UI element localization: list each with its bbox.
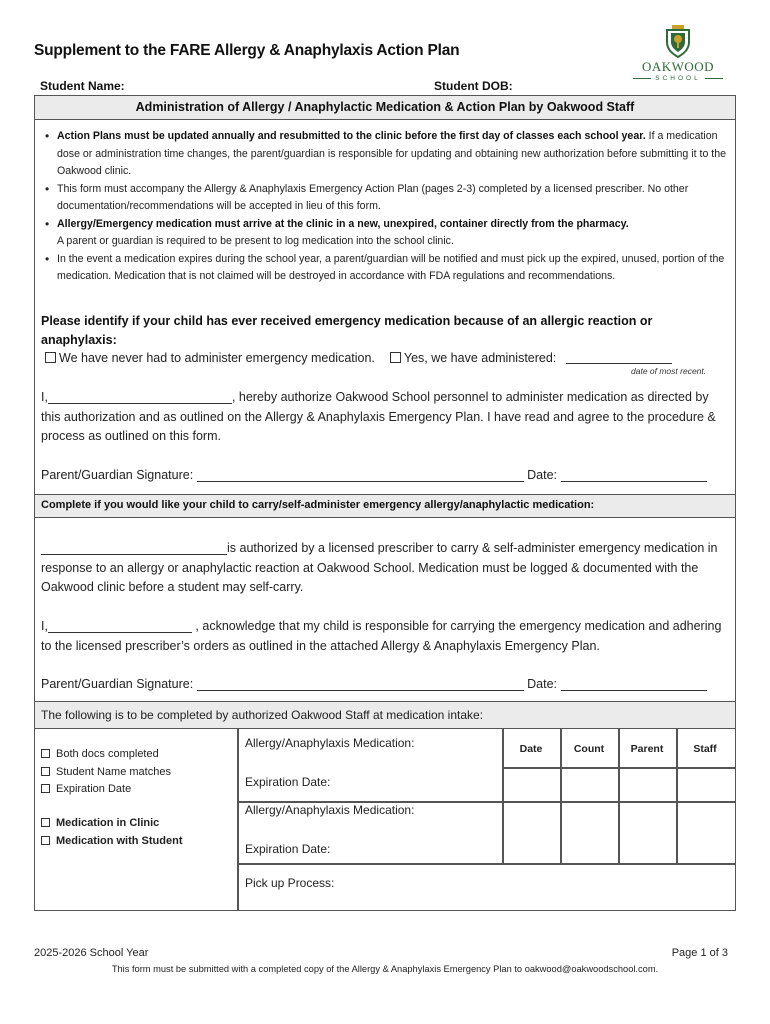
document-checklist (41, 746, 171, 799)
checklist-item[interactable]: Medication in Clinic (41, 815, 183, 833)
emergency-options (45, 351, 672, 365)
ack-parent-name-field[interactable] (48, 619, 192, 633)
checkbox-icon[interactable] (41, 767, 50, 776)
checklist-item[interactable]: Student Name matches (41, 764, 171, 782)
signature-date-field-1[interactable] (561, 468, 707, 482)
form-title: Supplement to the FARE Allergy & Anaphylaxis Action Plan (34, 42, 460, 59)
checkbox-icon[interactable] (41, 818, 50, 827)
rule-item: • In the event a medication expires during the school year, a parent/guardian will be notified and must pick up the expired, unused, portion of the medication. Medication that is not claimed will be destroyed in accordance with FDA regulations and recommendations. (43, 251, 731, 286)
student-dob-label: Student DOB: (434, 79, 513, 93)
divider (502, 767, 735, 769)
section3-heading: The following is to be completed by authorized Oakwood Staff at medication intake: (35, 701, 735, 729)
checklist-item[interactable]: Both docs completed (41, 746, 171, 764)
medication-label-2: Allergy/Anaphylaxis Medication: (245, 803, 415, 817)
never-administered-checkbox[interactable] (45, 352, 56, 363)
signature-date-field-2[interactable] (561, 677, 707, 691)
expiration-label-1: Expiration Date: (245, 775, 331, 789)
date-note: date of most recent. (631, 366, 707, 376)
emergency-question: Please identify if your child has ever received emergency medication because of an allergic reaction or anaphylaxis: (41, 314, 653, 347)
pickup-process-label: Pick up Process: (245, 876, 335, 890)
rule-item: • Action Plans must be updated annually and resubmitted to the clinic before the first day of classes each school year. If a medication dose or administration time changes, the parent/guardian is responsible for updating and obtaining new authorization before submitting it to the Oakwood clinic. (43, 128, 731, 181)
staff-intake-table (35, 729, 735, 911)
school-logo-sub: SCHOOL (628, 75, 728, 82)
column-header-staff: Staff (693, 743, 717, 755)
parent-signature-field-2[interactable] (197, 677, 524, 691)
checkbox-icon[interactable] (41, 784, 50, 793)
school-logo (628, 24, 728, 88)
school-crest-icon (663, 24, 693, 58)
medication-label-1: Allergy/Anaphylaxis Medication: (245, 736, 415, 750)
location-checklist (41, 815, 183, 850)
column-header-parent: Parent (630, 743, 664, 755)
checkbox-icon[interactable] (41, 836, 50, 845)
authorization-paragraph: I, , hereby authorize Oakwood School personnel to administer medication as directed by this authorization and as outlined on the Allergy & Anaphylaxis Emergency Plan. I have read and agree to the procedure & process as outlined on this form. (41, 390, 716, 443)
student-name-label: Student Name: (40, 79, 125, 93)
column-header-count: Count (573, 743, 605, 755)
expiration-label-2: Expiration Date: (245, 842, 331, 856)
signature-row-2: Parent/Guardian Signature: Date: (41, 677, 731, 691)
recent-date-field[interactable] (566, 352, 672, 364)
divider (237, 729, 239, 911)
parent-name-field[interactable] (48, 390, 232, 404)
column-header-date: Date (519, 743, 543, 755)
school-logo-name: OAKWOOD (641, 59, 715, 74)
page-number: Page 1 of 3 (671, 947, 728, 959)
acknowledge-paragraph: I, , acknowledge that my child is responsible for carrying the emergency medication and adhering to the licensed prescriber’s orders as outlined in the attached Allergy & Anaphylaxis Emergency Plan. (41, 619, 722, 653)
section2-heading: Complete if you would like your child to carry/self-administer emergency allergy/anaphylactic medication: (35, 494, 735, 518)
self-carry-paragraph: is authorized by a licensed prescriber to carry & self-administer emergency medication in response to an allergy or anaphylactic reaction at Oakwood School. Medication must be logged & documented with the Oakwood clinic before a student may self-carry. (41, 541, 718, 594)
checkbox-icon[interactable] (41, 749, 50, 758)
yes-administered-label: Yes, we have administered: (403, 351, 557, 365)
student-name-field[interactable] (41, 541, 227, 555)
checklist-item[interactable]: Expiration Date (41, 781, 171, 799)
never-administered-label: We have never had to administer emergency medication. (59, 351, 375, 365)
section1-heading: Administration of Allergy / Anaphylactic Medication & Action Plan by Oakwood Staff (35, 96, 735, 120)
checklist-item[interactable]: Medication with Student (41, 833, 183, 851)
yes-administered-checkbox[interactable] (390, 352, 401, 363)
parent-signature-field-1[interactable] (197, 468, 524, 482)
rules-list (43, 128, 731, 286)
school-year: 2025-2026 School Year (34, 947, 149, 959)
signature-row-1: Parent/Guardian Signature: Date: (41, 468, 731, 482)
footer-note: This form must be submitted with a completed copy of the Allergy & Anaphylaxis Emergency Plan to oakwood@oakwoodschool.com. (111, 964, 659, 974)
rule-subline: A parent or guardian is required to be present to log medication into the school clinic. (57, 235, 454, 247)
rule-item: • This form must accompany the Allergy & Anaphylaxis Emergency Action Plan (pages 2-3) completed by a licensed prescriber. No other documentation/recommendations will be accepted in lieu of this form. (43, 181, 731, 216)
form-frame (34, 95, 736, 911)
divider (237, 863, 735, 865)
rule-item: • Allergy/Emergency medication must arrive at the clinic in a new, unexpired, container directly from the pharmacy. (43, 216, 731, 234)
